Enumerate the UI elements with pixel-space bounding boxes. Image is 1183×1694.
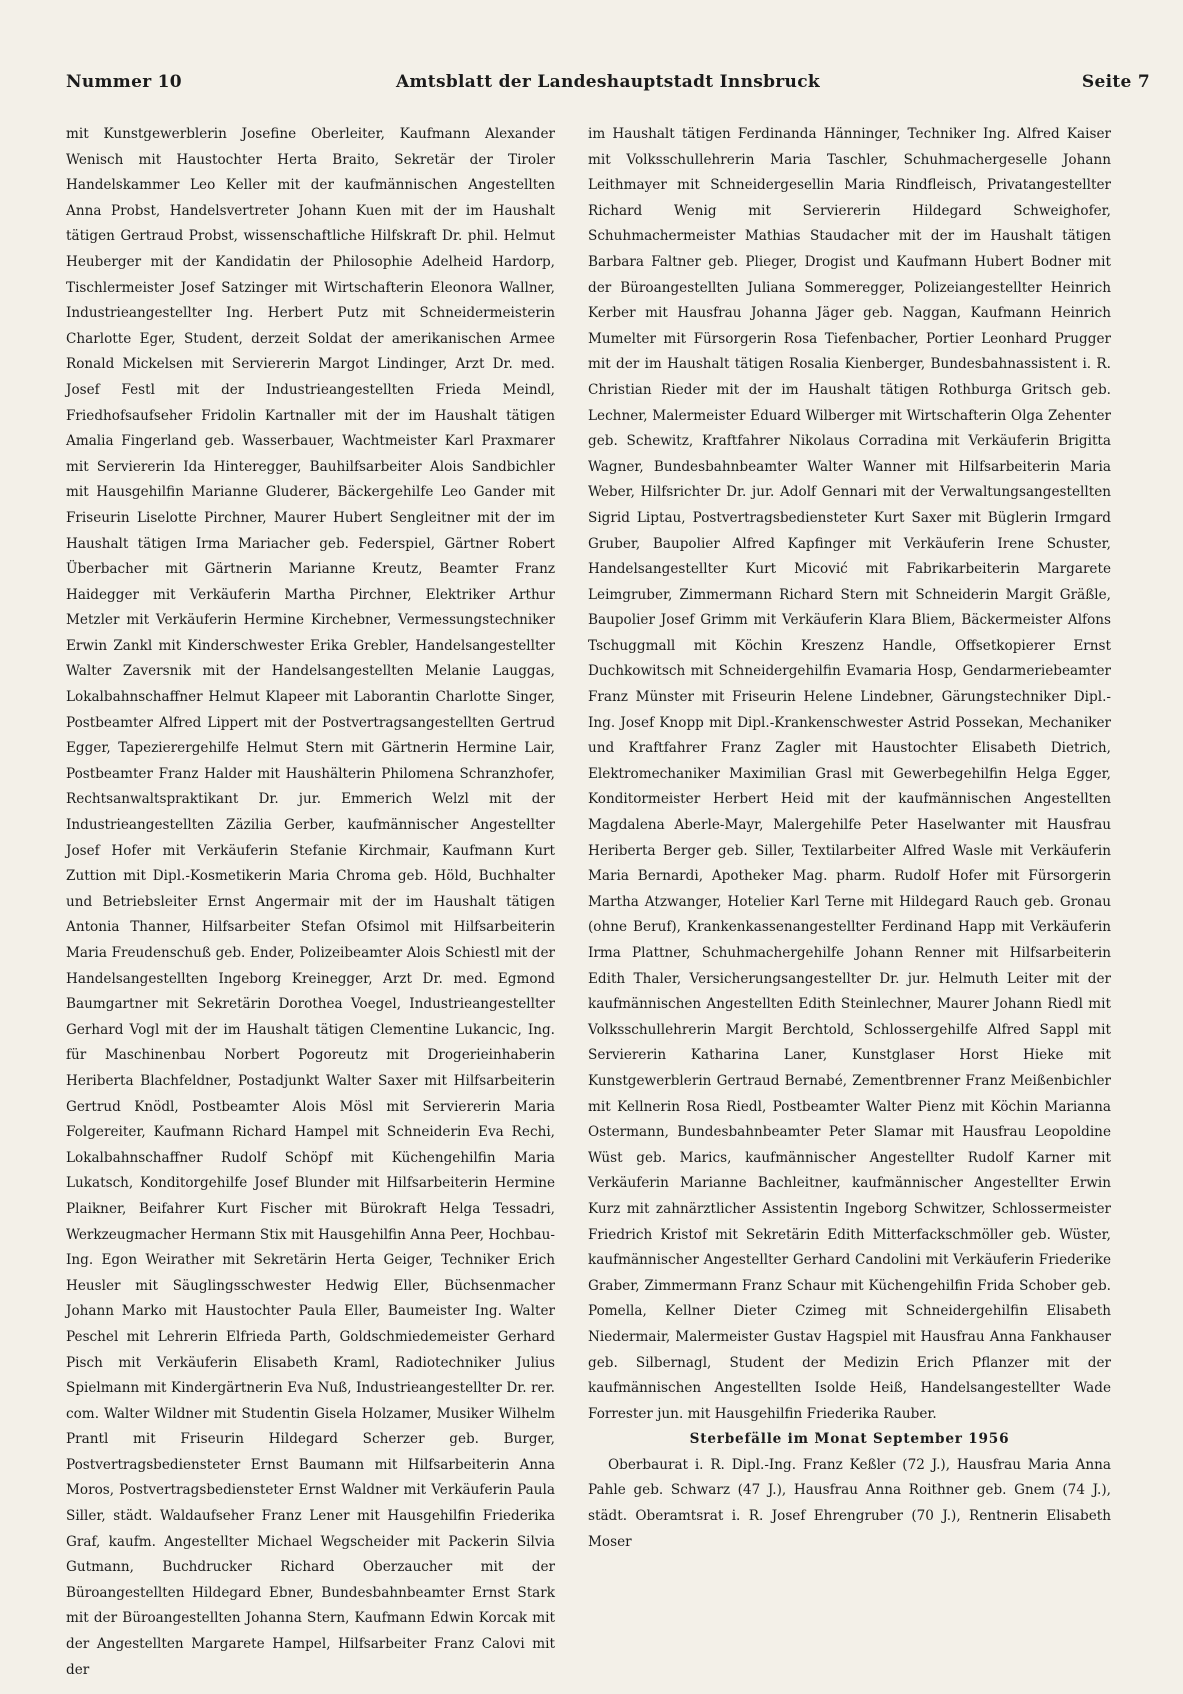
issue-number: Nummer 10 — [66, 72, 182, 92]
marriage-list-end: im Haushalt tätigen Ferdinanda Hänninger, Techniker Ing. Alfred Kaiser mit Volksschullehrerin Maria Taschler, Schuhmachergeselle Johann Leithmayer mit Schneidergesellin Maria Rindfleisch, Privatangestellter Richard Wenig mit Serviererin Hildegard Schweighofer, Schuhmachermeister Mathias Staudacher mit der im Haushalt tätigen Barbara Faltner geb. Plieger, Drogist und Kaufmann Hubert Bodner mit der Büroangestellten Juliana Sommeregger, Polizeiangestellter Heinrich Kerber mit Hausfrau Johanna Jäger geb. Naggan, Kaufmann Heinrich Mumelter mit Fürsorgerin Rosa Tiefenbacher, Portier Leonhard Prugger mit der im Haushalt tätigen Rosalia Kienberger, Bundesbahnassistent i. R. Christian Rieder mit der im Haushalt tätigen Rothburga Gritsch geb. Lechner, Malermeister Eduard Wilberger mit Wirtschafterin Olga Zehenter geb. Schewitz, Kraftfahrer Nikolaus Corradina mit Verkäuferin Brigitta Wagner, Bundesbahnbeamter Walter Wanner mit Hilfsarbeiterin Maria Weber, Hilfsrichter Dr. jur. Adolf Gennari mit der Verwaltungsangestellten Sigrid Liptau, Postvertragsbediensteter Kurt Saxer mit Büglerin Irmgard Gruber, Baupolier Alfred Kapfinger mit Verkäuferin Irene Schuster, Handelsangestellter Kurt Micović mit Fabrikarbeiterin Margarete Leimgruber, Zimmermann Richard Stern mit Schneiderin Margit Gräßle, Baupolier Josef Grimm mit Verkäuferin Klara Bliem, Bäckermeister Alfons Tschuggmall mit Köchin Kreszenz Handle, Offsetkopierer Ernst Duchkowitsch mit Schneidergehilfin Evamaria Hosp, Gendarmeriebeamter Franz Münster mit Friseurin Helene Lindebner, Gärungstechniker Dipl.-Ing. Josef Knopp mit Dipl.-Krankenschwester Astrid Possekan, Mechaniker und Kraftfahrer Franz Zagler mit Haustochter Elisabeth Dietrich, Elektromechaniker Maximilian Grasl mit Gewerbegehilfin Helga Egger, Konditormeister Herbert Heid mit der kaufmännischen Angestellten Magdalena Aberle-Mayr, Malergehilfe Peter Haselwanter mit Hausfrau Heriberta Berger geb. Siller, Textilarbeiter Alfred Wasle mit Verkäuferin Maria Bernardi, Apotheker Mag. pharm. Rudolf Hofer mit Fürsorgerin Martha Atzwanger, Hotelier Karl Terne mit Hildegard Rauch geb. Gronau (ohne Beruf), Krankenkassenangestellter Ferdinand Happ mit Verkäuferin Irma Plattner, Schuhmachergehilfe Johann Renner mit Hilfsarbeiterin Edith Thaler, Versicherungsangestellter Dr. jur. Helmuth Leiter mit der kaufmännischen Angestellten Edith Steinlechner, Maurer Johann Riedl mit Volksschullehrerin Margit Berchtold, Schlossergehilfe Alfred Sappl mit Serviererin Katharina Laner, Kunstglaser Horst Hieke mit Kunstgewerblerin Gertraud Bernabé, Zementbrenner Franz Meißenbichler mit Kellnerin Rosa Riedl, Postbeamter Walter Pienz mit Köchin Marianna Ostermann, Bundesbahnbeamter Peter Slamar mit Hausfrau Leopoldine Wüst geb. Marics, kaufmännischer Angestellter Rudolf Karner mit Verkäuferin Marianne Bachleitner, kaufmännischer Angestellter Erwin Kurz mit zahnärztlicher Assistentin Ingeborg Schwitzer, Schlossermeister Friedrich Kristof mit Sekretärin Edith Mitterfackschmöller geb. Wüster, kaufmännischer Angestellter Gerhard Candolini mit Verkäuferin Friederike Graber, Zimmermann Franz Schaur mit Küchengehilfin Frida Schober geb. Pomella, Kellner Dieter Czimeg mit Schneidergehilfin Elisabeth Niedermair, Malermeister Gustav Hagspiel mit Hausfrau Anna Fankhauser geb. Silbernagl, Student der Medizin Erich Pflanzer mit der kaufmännischen Angestellten Isolde Heiß, Handelsangestellter Wade Forrester jun. mit Hausgehilfin Friederika Rauber. — [588, 126, 1111, 1422]
page-header — [66, 72, 1150, 96]
left-column — [66, 122, 555, 1678]
right-column — [588, 122, 1111, 1667]
section-heading-deaths: Sterbefälle im Monat September 1956 — [689, 1431, 1010, 1448]
page-number: Seite 7 — [1081, 72, 1150, 92]
marriage-list-continued: mit Kunstgewerblerin Josefine Oberleiter, Kaufmann Alexander Wenisch mit Haustochter Herta Braito, Sekretär der Tiroler Handelskammer Leo Keller mit der kaufmännischen Angestellten Anna Probst, Handelsvertreter Johann Kuen mit der im Haushalt tätigen Gertraud Probst, wissenschaftliche Hilfskraft Dr. phil. Helmut Heuberger mit der Kandidatin der Philosophie Adelheid Hardorp, Tischlermeister Josef Satzinger mit Wirtschafterin Eleonora Wallner, Industrieangestellter Ing. Herbert Putz mit Schneidermeisterin Charlotte Eger, Student, derzeit Soldat der amerikanischen Armee Ronald Mickelsen mit Serviererin Margot Lindinger, Arzt Dr. med. Josef Festl mit der Industrieangestellten Frieda Meindl, Friedhofsaufseher Fridolin Kartnaller mit der im Haushalt tätigen Amalia Fingerland geb. Wasserbauer, Wachtmeister Karl Praxmarer mit Serviererin Ida Hinteregger, Bauhilfsarbeiter Alois Sandbichler mit Hausgehilfin Marianne Gluderer, Bäckergehilfe Leo Gander mit Friseurin Liselotte Pirchner, Maurer Hubert Sengleitner mit der im Haushalt tätigen Irma Mariacher geb. Federspiel, Gärtner Robert Überbacher mit Gärtnerin Marianne Kreutz, Beamter Franz Haidegger mit Verkäuferin Martha Pirchner, Elektriker Arthur Metzler mit Verkäuferin Hermine Kirchebner, Vermessungstechniker Erwin Zankl mit Kinderschwester Erika Grebler, Handelsangestellter Walter Zaversnik mit der Handelsangestellten Melanie Lauggas, Lokalbahnschaffner Helmut Klapeer mit Laborantin Charlotte Singer, Postbeamter Alfred Lippert mit der Postvertragsangestellten Gertrud Egger, Tapezierergehilfe Helmut Stern mit Gärtnerin Hermine Lair, Postbeamter Franz Halder mit Haushälterin Philomena Schranzhofer, Rechtsanwaltspraktikant Dr. jur. Emmerich Welzl mit der Industrieangestellten Zäzilia Gerber, kaufmännischer Angestellter Josef Hofer mit Verkäuferin Stefanie Kirchmair, Kaufmann Kurt Zuttion mit Dipl.-Kosmetikerin Maria Chroma geb. Höld, Buchhalter und Betriebsleiter Ernst Angermair mit der im Haushalt tätigen Antonia Thanner, Hilfsarbeiter Stefan Ofsimol mit Hilfsarbeiterin Maria Freudenschuß geb. Ender, Polizeibeamter Alois Schiestl mit der Handelsangestellten Ingeborg Kreinegger, Arzt Dr. med. Egmond Baumgartner mit Sekretärin Dorothea Voegel, Industrieangestellter Gerhard Vogl mit der im Haushalt tätigen Clementine Lukancic, Ing. für Maschinenbau Norbert Pogoreutz mit Drogerieinhaberin Heriberta Blachfeldner, Postadjunkt Walter Saxer mit Hilfsarbeiterin Gertrud Knödl, Postbeamter Alois Mösl mit Serviererin Maria Folgereiter, Kaufmann Richard Hampel mit Schneiderin Eva Rechi, Lokalbahnschaffner Rudolf Schöpf mit Küchengehilfin Maria Lukatsch, Konditorgehilfe Josef Blunder mit Hilfsarbeiterin Hermine Plaikner, Beifahrer Kurt Fischer mit Bürokraft Helga Tessadri, Werkzeugmacher Hermann Stix mit Hausgehilfin Anna Peer, Hochbau-Ing. Egon Weirather mit Sekretärin Herta Geiger, Techniker Erich Heusler mit Säuglingsschwester Hedwig Eller, Büchsenmacher Johann Marko mit Haustochter Paula Eller, Baumeister Ing. Walter Peschel mit Lehrerin Elfrieda Parth, Goldschmiedemeister Gerhard Pisch mit Verkäuferin Elisabeth Kraml, Radiotechniker Julius Spielmann mit Kindergärtnerin Eva Nuß, Industrieangestellter Dr. rer. com. Walter Wildner mit Studentin Gisela Holzamer, Musiker Wilhelm Prantl mit Friseurin Hildegard Scherzer geb. Burger, Postvertragsbediensteter Ernst Baumann mit Hilfsarbeiterin Anna Moros, Postvertragsbediensteter Ernst Waldner mit Verkäuferin Paula Siller, städt. Waldaufseher Franz Lener mit Hausgehilfin Friederika Graf, kaufm. Angestellter Michael Wegscheider mit Packerin Silvia Gutmann, Buchdrucker Richard Oberzaucher mit der Büroangestellten Hildegard Ebner, Bundesbahnbeamter Ernst Stark mit der Büroangestellten Johanna Stern, Kaufmann Edwin Korcak mit der Angestellten Margarete Hampel, Hilfsarbeiter Franz Calovi mit der — [66, 126, 555, 1678]
publication-title: Amtsblatt der Landeshauptstadt Innsbruck — [396, 72, 820, 92]
deaths-list: Oberbaurat i. R. Dipl.-Ing. Franz Keßler (72 J.), Hausfrau Maria Anna Pahle geb. Schwarz (47 J.), Hausfrau Anna Roithner geb. Gnem (74 J.), städt. Oberamtsrat i. R. Josef Ehrengruber (70 J.), Rentnerin Elisabeth Moser — [588, 1456, 1111, 1550]
